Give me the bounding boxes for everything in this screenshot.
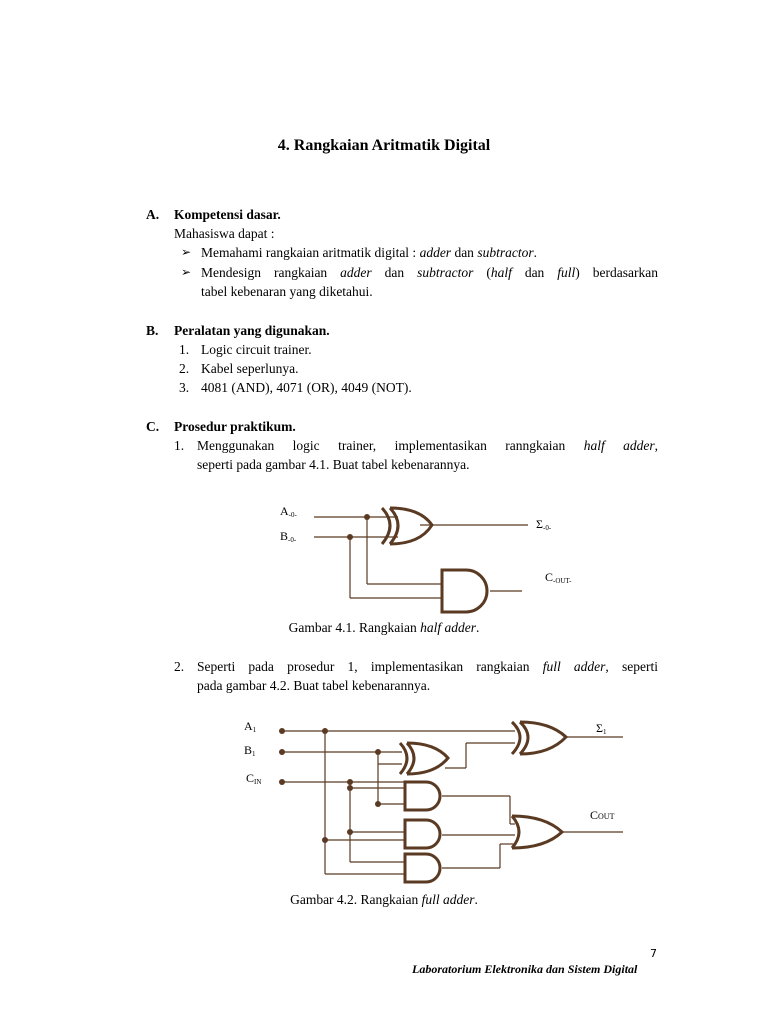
page-title: 4. Rangkaian Aritmatik Digital [277,137,491,154]
page-number: 7 [650,947,657,960]
step-2-number: 2. [174,659,185,674]
figure-2-caption: Gambar 4.2. Rangkaian full adder. [290,892,478,907]
junction-dot [347,785,353,791]
junction-dot [279,779,285,785]
full-adder-diagram [240,712,630,888]
junction-dot [347,779,353,785]
label-sum: Σ-0- [536,517,552,532]
section-a-title: Kompetensi dasar. [174,207,281,222]
half-adder-diagram [270,498,590,616]
label-input-a: A-0- [280,504,297,519]
label-input-b: B-0- [280,529,297,544]
section-c-letter: C. [146,419,160,434]
section-b-title: Peralatan yang digunakan. [174,323,330,338]
section-a-bullet-1: Memahami rangkaian aritmatik digital : adder dan subtractor. [201,245,537,260]
section-b-letter: B. [146,323,159,338]
junction-dot [347,829,353,835]
xor-gate-sum [512,722,566,754]
list-item-number: 3. [179,380,190,395]
label-carry-out: C-OUT- [545,570,572,585]
list-item-number: 1. [179,342,190,357]
arrow-bullet-icon: ➢ [181,265,192,279]
and-gate-2 [405,820,440,848]
label-input-b1: B1 [244,743,256,758]
xor-gate-ab [400,743,448,774]
junction-dot [347,534,353,540]
list-item-number: 2. [179,361,190,376]
section-c-title: Prosedur praktikum. [174,419,296,434]
junction-dot [375,749,381,755]
junction-dot [279,749,285,755]
junction-dot [322,728,328,734]
list-item: 4081 (AND), 4071 (OR), 4049 (NOT). [201,380,412,395]
junction-dot [322,837,328,843]
xor-gate [382,508,432,544]
and-gate-3 [405,854,440,882]
junction-dot [375,801,381,807]
or-gate-cout [512,816,562,848]
footer-lab-name: Laboratorium Elektronika dan Sistem Digital [412,962,638,976]
label-sum1: Σ1 [596,721,607,736]
arrow-bullet-icon: ➢ [181,245,192,259]
step-2-text: Seperti pada prosedur 1, implementasikan rangkaian full adder, seperti [197,659,658,674]
junction-dots [279,728,381,843]
section-a-bullet-2: Mendesign rangkaian adder dan subtractor (half dan full) berdasarkan [201,265,658,280]
list-item: Logic circuit trainer. [201,342,312,357]
step-2-text-cont: pada gambar 4.2. Buat tabel kebenarannya. [197,678,431,693]
and-gate-1 [405,782,440,810]
junction-dot [279,728,285,734]
list-item: Kabel seperlunya. [201,361,299,376]
and-gate [442,570,487,612]
step-1-text-cont: seperti pada gambar 4.1. Buat tabel kebenarannya. [197,457,470,472]
section-a-letter: A. [146,207,160,222]
label-input-cin: CIN [246,771,262,786]
label-input-a1: A1 [244,719,257,734]
step-1-text: Menggunakan logic trainer, implementasikan ranngkaian half adder, [197,438,658,453]
section-a-bullet-2-cont: tabel kebenaran yang diketahui. [201,284,373,299]
step-1-number: 1. [174,438,185,453]
junction-dot [364,514,370,520]
label-carry-out: COUT [590,808,615,822]
figure-1-caption: Gambar 4.1. Rangkaian half adder. [288,620,480,635]
section-a-intro: Mahasiswa dapat : [174,226,275,241]
